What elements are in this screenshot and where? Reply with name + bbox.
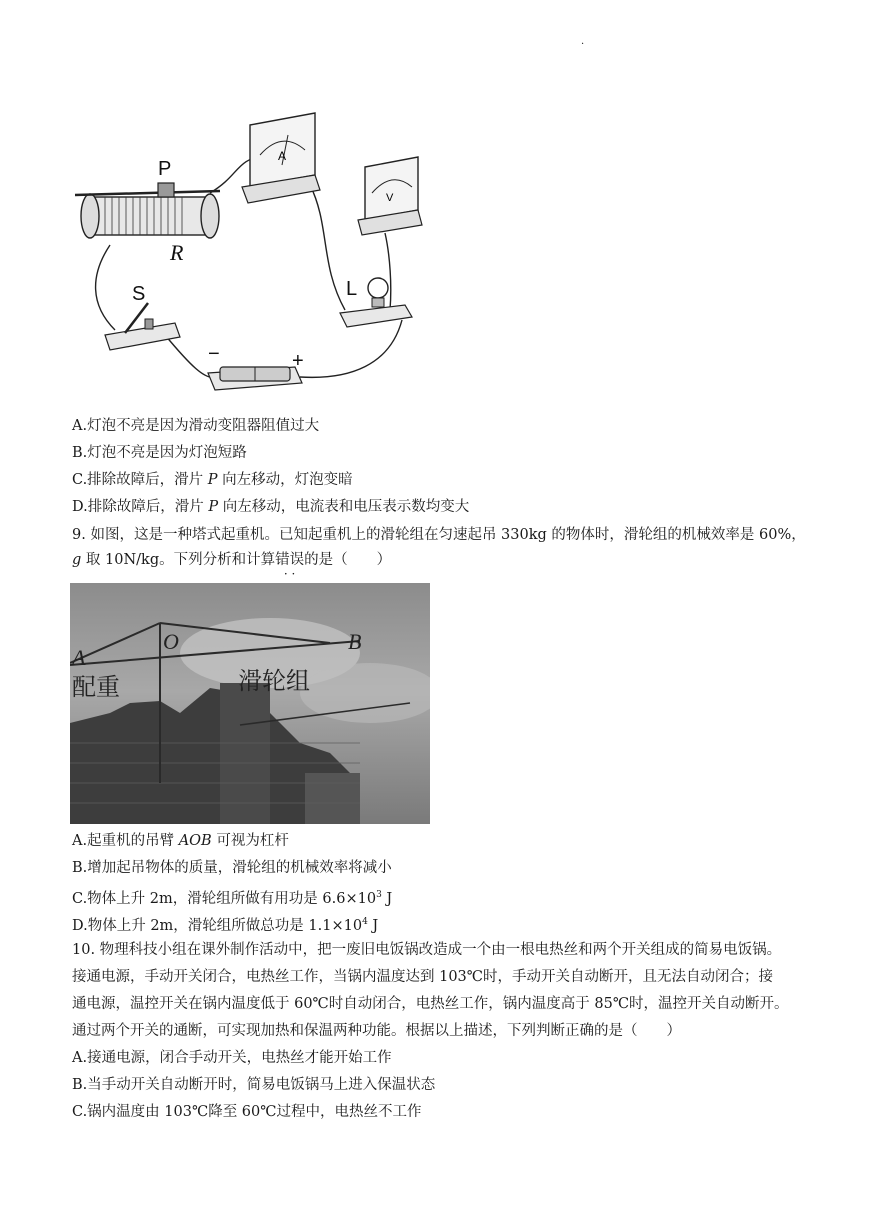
top-mark: . [581, 36, 585, 47]
q8-option-b: B.灯泡不亮是因为灯泡短路 [72, 445, 247, 461]
label-l: L [346, 278, 358, 300]
label-a: A [72, 645, 86, 670]
q8-option-d: D.排除故障后，滑片 P 向左移动，电流表和电压表示数均变大 [72, 499, 470, 515]
wire-rheostat-switch [96, 245, 115, 330]
svg-text:V: V [386, 192, 394, 204]
label-p: P [158, 158, 172, 180]
q8-option-c: C.排除故障后，滑片 P 向左移动，灯泡变暗 [72, 472, 353, 488]
q10-stem-line3: 通电源，温控开关在锅内温度低于 60℃时自动闭合，电热丝工作，锅内温度高于 85℃时，温控开关自动断开。 [72, 996, 789, 1012]
q10-option-c: C.锅内温度由 103℃降至 60℃过程中，电热丝不工作 [72, 1104, 422, 1120]
voltmeter [358, 157, 422, 235]
wire-battery-lamp [300, 320, 402, 377]
q9-option-b: B.增加起吊物体的质量，滑轮组的机械效率将减小 [72, 860, 392, 876]
switch [105, 303, 180, 350]
label-o: O [163, 629, 179, 654]
label-minus: − [208, 343, 220, 365]
q9-stem-line1: 9. 如图，这是一种塔式起重机。已知起重机上的滑轮组在匀速起吊 330kg 的物体时，滑轮组的机械效率是 60%， [72, 527, 806, 543]
label-b: B [348, 629, 362, 654]
label-r: R [170, 240, 184, 265]
q9-stem-line2: g 取 10N/kg。下列分析和计算错误 · ·的是（ ） [72, 550, 391, 570]
rheostat [75, 183, 220, 238]
crane-photo [70, 583, 430, 824]
q10-option-b: B.当手动开关自动断开时，简易电饭锅马上进入保温状态 [72, 1077, 436, 1093]
circuit-diagram [70, 105, 430, 405]
q9-option-a: A.起重机的吊臂 AOB 可视为杠杆 [72, 833, 289, 849]
ammeter [242, 113, 320, 203]
q9-option-d: D.物体上升 2m，滑轮组所做总功是 $1.1\times 10^4$ J [72, 917, 379, 934]
label-s: S [132, 283, 146, 305]
q10-stem-line1: 10. 物理科技小组在课外制作活动中，把一废旧电饭锅改造成一个由一根电热丝和两个开关组成的简易电饭锅。 [72, 942, 782, 958]
label-counterweight: 配重 [72, 673, 120, 701]
wire-voltmeter [385, 233, 391, 310]
label-pulley-group: 滑轮组 [238, 667, 310, 695]
q10-stem-line4: 通过两个开关的通断，可实现加热和保温两种功能。根据以上描述，下列判断正确的是（ ） [72, 1023, 681, 1039]
svg-text:A: A [278, 149, 287, 163]
wire-ammeter-lamp [310, 185, 345, 310]
q10-stem-line2: 接通电源，手动开关闭合，电热丝工作，当锅内温度达到 103℃时，手动开关自动断开，且无法自动闭合；接 [72, 969, 774, 985]
battery [208, 367, 302, 390]
q9-option-c: C.物体上升 2m，滑轮组所做有用功是 $6.6\times 10^3$ J [72, 890, 393, 907]
label-plus: + [292, 350, 304, 372]
q8-option-a: A.灯泡不亮是因为滑动变阻器阻值过大 [72, 418, 320, 434]
q10-option-a: A.接通电源，闭合手动开关，电热丝才能开始工作 [72, 1050, 392, 1066]
